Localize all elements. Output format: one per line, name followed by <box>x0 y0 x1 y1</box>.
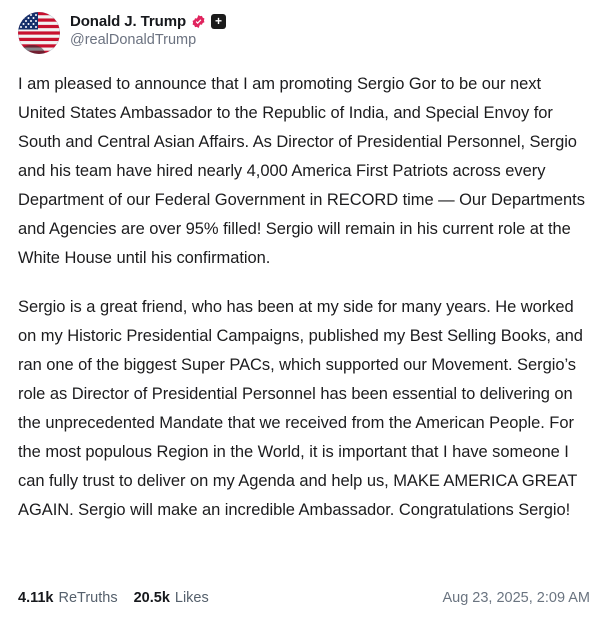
plus-badge-icon: + <box>211 14 226 29</box>
author-handle[interactable]: @realDonaldTrump <box>70 32 197 48</box>
likes-label: Likes <box>174 590 209 606</box>
post-paragraph-2: Sergio is a great friend, who has been at my side for many years. He worked on my Historic Presidential Campaigns, published my Best Selling Books, and ran one of the biggest Super PACs, which supported our Movement. Sergio’s role as Director of Presidential Personnel has been essential to delivering on the unprecedented Mandate that we received from the American People. For the most populous Region in the World, it is important that I have someone I can fully trust to deliver on my Agenda and help us, MAKE AMERICA GREAT AGAIN. Sergio will make an incredible Ambassador. Congratulations Sergio! <box>18 298 583 519</box>
name-row <box>70 13 226 30</box>
post-timestamp: Aug 23, 2025, 2:09 AM <box>442 590 590 606</box>
likes-stat[interactable] <box>134 590 209 606</box>
author-names <box>70 12 226 48</box>
verified-check-icon <box>191 14 206 29</box>
likes-count: 20.5k <box>133 590 170 606</box>
avatar[interactable] <box>18 12 60 54</box>
post-body <box>18 70 590 576</box>
post-paragraph-1: I am pleased to announce that I am promoting Sergio Gor to be our next United States Ambassador to the Republic of India, and Special Envoy for South and Central Asian Affairs. As Director of Presidential Personnel, Sergio and his team have hired nearly 4,000 America First Patriots across every Department of our Federal Government in RECORD time — Our Departments and Agencies are over 95% filled! Sergio will remain in his current role at the White House until his confirmation. <box>18 75 585 267</box>
post-footer <box>18 576 590 622</box>
author-display-name: Donald J. Trump <box>70 13 187 30</box>
retruths-stat[interactable] <box>18 590 118 606</box>
retruths-label: ReTruths <box>58 590 118 606</box>
retruths-count: 4.11k <box>18 590 54 606</box>
post-header <box>18 10 590 54</box>
post-stats <box>18 590 209 606</box>
